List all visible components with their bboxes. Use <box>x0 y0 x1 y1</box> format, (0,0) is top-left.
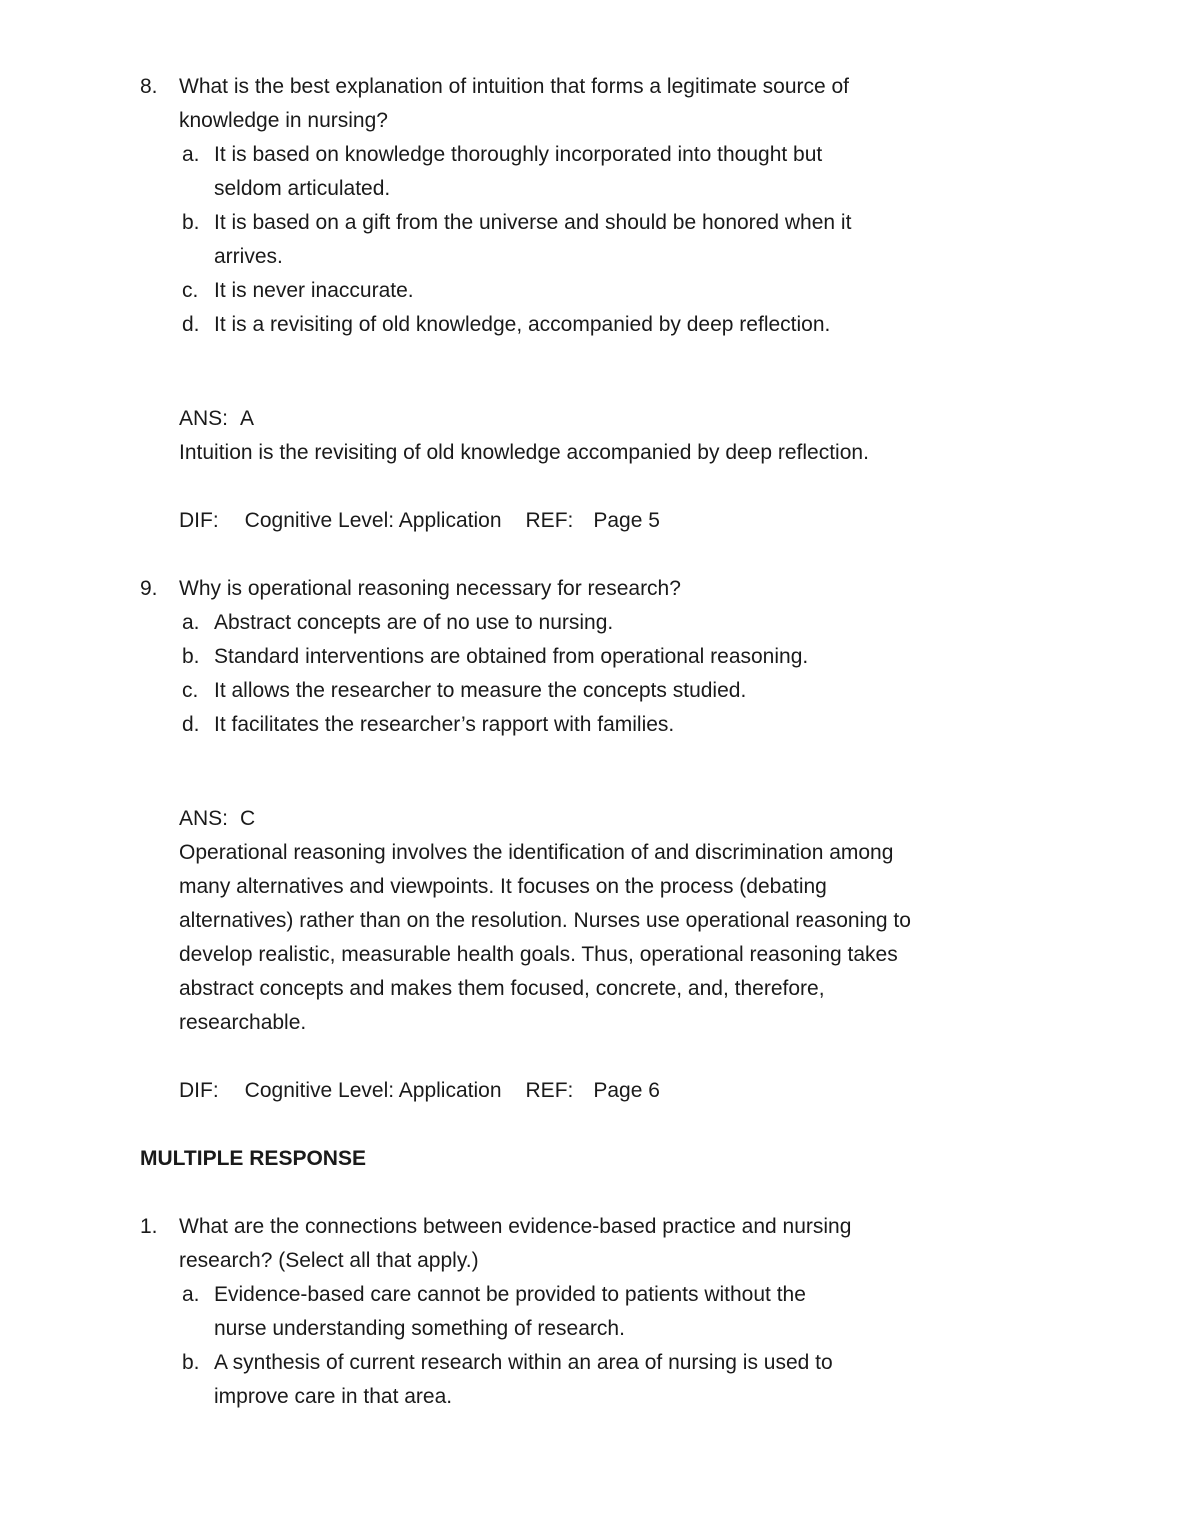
option-letter: b. <box>182 1351 200 1374</box>
option-text <box>214 1346 1130 1414</box>
question-number: 1. <box>140 1215 158 1238</box>
question-body <box>179 1210 1130 1414</box>
option-letter: c. <box>182 679 199 702</box>
answer-line <box>179 402 1130 436</box>
answer-option-b <box>182 1346 1130 1414</box>
question-number: 8. <box>140 75 158 98</box>
rationale <box>179 836 1130 1040</box>
option-text <box>214 606 1130 640</box>
option-text-line: improve care in that area. <box>214 1385 453 1408</box>
question-9 <box>140 572 1130 1108</box>
dif-value: Cognitive Level: Application <box>244 509 502 532</box>
option-text <box>214 708 1130 742</box>
answer-label: ANS: <box>179 407 229 430</box>
option-text-line: seldom articulated. <box>214 177 391 200</box>
option-text-line: It facilitates the researcher’s rapport with families. <box>214 713 675 736</box>
ref-value: Page 5 <box>593 509 660 532</box>
option-text-line: nurse understanding something of research. <box>214 1317 625 1340</box>
rationale-line: researchable. <box>179 1011 307 1034</box>
answer-value: C <box>240 807 256 830</box>
rationale-line: abstract concepts and makes them focused, concrete, and, therefore, <box>179 977 825 1000</box>
question-text-line: What are the connections between evidence-based practice and nursing <box>179 1215 852 1238</box>
question-text-line: Why is operational reasoning necessary for research? <box>179 577 681 600</box>
question-text-line: research? (Select all that apply.) <box>179 1249 479 1272</box>
option-text <box>214 308 1130 342</box>
dif-label: DIF: <box>179 509 219 532</box>
option-text-line: Evidence-based care cannot be provided to patients without the <box>214 1283 806 1306</box>
ref-value: Page 6 <box>593 1079 660 1102</box>
option-text-line: It is based on a gift from the universe and should be honored when it <box>214 211 852 234</box>
option-text-line: It allows the researcher to measure the concepts studied. <box>214 679 747 702</box>
option-letter: d. <box>182 313 200 336</box>
answer-option-d <box>182 708 1130 742</box>
dif-value: Cognitive Level: Application <box>244 1079 502 1102</box>
question-8 <box>140 70 1130 538</box>
answer-option-c <box>182 674 1130 708</box>
option-text <box>214 674 1130 708</box>
rationale-line: Operational reasoning involves the identification of and discrimination among <box>179 841 894 864</box>
option-text <box>214 138 1130 206</box>
answer-option-a <box>182 138 1130 206</box>
answer-option-a <box>182 1278 1130 1346</box>
rationale-line: many alternatives and viewpoints. It focuses on the process (debating <box>179 875 827 898</box>
rationale-line: develop realistic, measurable health goals. Thus, operational reasoning takes <box>179 943 898 966</box>
option-text-line: It is a revisiting of old knowledge, accompanied by deep reflection. <box>214 313 831 336</box>
option-letter: b. <box>182 645 200 668</box>
answer-option-b <box>182 640 1130 674</box>
option-text <box>214 640 1130 674</box>
option-letter: c. <box>182 279 199 302</box>
dif-ref-line <box>179 504 1130 538</box>
question-text-line: knowledge in nursing? <box>179 109 388 132</box>
rationale-line: alternatives) rather than on the resolution. Nurses use operational reasoning to <box>179 909 911 932</box>
option-text <box>214 1278 1130 1346</box>
answer-label: ANS: <box>179 807 229 830</box>
option-text-line: arrives. <box>214 245 283 268</box>
option-text-line: It is never inaccurate. <box>214 279 414 302</box>
option-letter: d. <box>182 713 200 736</box>
option-text-line: Abstract concepts are of no use to nursing. <box>214 611 614 634</box>
question-body <box>179 572 1130 1108</box>
option-letter: a. <box>182 1283 200 1306</box>
answer-option-b <box>182 206 1130 274</box>
option-letter: a. <box>182 611 200 634</box>
ref-label: REF: <box>525 1079 574 1102</box>
question-number: 9. <box>140 577 158 600</box>
rationale-line: Intuition is the revisiting of old knowledge accompanied by deep reflection. <box>179 441 869 464</box>
question-text-line: What is the best explanation of intuition that forms a legitimate source of <box>179 75 850 98</box>
option-text-line: It is based on knowledge thoroughly incorporated into thought but <box>214 143 823 166</box>
option-text <box>214 274 1130 308</box>
dif-ref-line <box>179 1074 1130 1108</box>
question-body <box>179 70 1130 538</box>
option-text-line: A synthesis of current research within an area of nursing is used to <box>214 1351 833 1374</box>
option-text-line: Standard interventions are obtained from operational reasoning. <box>214 645 809 668</box>
option-text <box>214 206 1130 274</box>
answer-option-c <box>182 274 1130 308</box>
answer-option-a <box>182 606 1130 640</box>
answer-option-d <box>182 308 1130 342</box>
ref-label: REF: <box>525 509 574 532</box>
section-heading-multiple-response: MULTIPLE RESPONSE <box>140 1147 366 1170</box>
dif-label: DIF: <box>179 1079 219 1102</box>
question-mr-1 <box>140 1210 1130 1414</box>
answer-line <box>179 802 1130 836</box>
answer-value: A <box>240 407 255 430</box>
option-letter: b. <box>182 211 200 234</box>
rationale <box>179 436 1130 470</box>
option-letter: a. <box>182 143 200 166</box>
